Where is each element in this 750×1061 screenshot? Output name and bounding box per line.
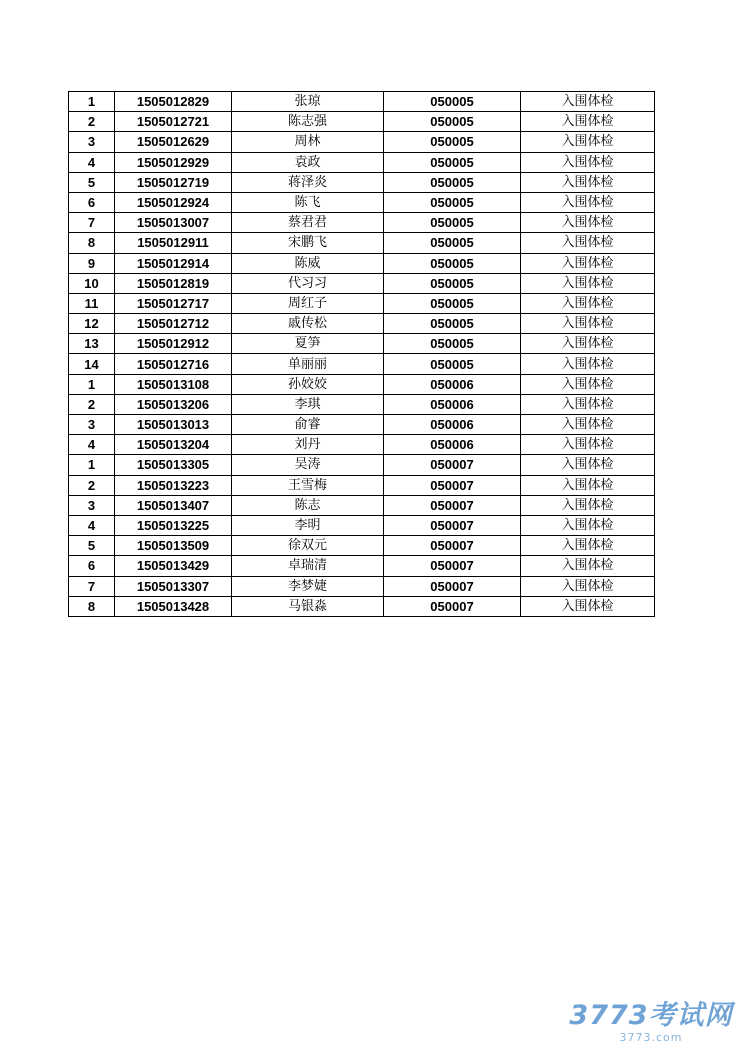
row-name-cell: 陈志强 [232, 112, 384, 132]
row-code-cell: 050005 [384, 354, 521, 374]
row-code-cell: 050005 [384, 293, 521, 313]
row-seq-cell: 2 [69, 112, 115, 132]
table-row [69, 253, 655, 273]
row-id-cell: 1505012929 [115, 152, 232, 172]
row-id-cell: 1505012924 [115, 192, 232, 212]
row-code-cell: 050007 [384, 596, 521, 616]
row-status-cell: 入围体检 [521, 415, 655, 435]
row-status-cell: 入围体检 [521, 455, 655, 475]
row-status-cell: 入围体检 [521, 92, 655, 112]
row-code-cell: 050005 [384, 152, 521, 172]
row-code-cell: 050005 [384, 334, 521, 354]
row-code-cell: 050007 [384, 556, 521, 576]
row-status-cell: 入围体检 [521, 334, 655, 354]
row-name-cell: 蔡君君 [232, 213, 384, 233]
row-id-cell: 1505013108 [115, 374, 232, 394]
row-seq-cell: 10 [69, 273, 115, 293]
row-status-cell: 入围体检 [521, 536, 655, 556]
row-code-cell: 050005 [384, 213, 521, 233]
row-status-cell: 入围体检 [521, 132, 655, 152]
row-name-cell: 马银淼 [232, 596, 384, 616]
row-id-cell: 1505012829 [115, 92, 232, 112]
row-seq-cell: 6 [69, 192, 115, 212]
row-id-cell: 1505013206 [115, 394, 232, 414]
candidate-table [68, 91, 655, 617]
table-row [69, 112, 655, 132]
table-row [69, 233, 655, 253]
row-status-cell: 入围体检 [521, 233, 655, 253]
row-name-cell: 李明 [232, 515, 384, 535]
row-id-cell: 1505013225 [115, 515, 232, 535]
row-name-cell: 陈威 [232, 253, 384, 273]
row-seq-cell: 4 [69, 435, 115, 455]
row-seq-cell: 7 [69, 576, 115, 596]
row-name-cell: 李琪 [232, 394, 384, 414]
watermark-logo-text: 3773考试网 [569, 1000, 733, 1031]
table-row [69, 314, 655, 334]
row-seq-cell: 7 [69, 213, 115, 233]
row-seq-cell: 4 [69, 515, 115, 535]
row-status-cell: 入围体检 [521, 192, 655, 212]
row-seq-cell: 4 [69, 152, 115, 172]
row-name-cell: 蒋泽炎 [232, 172, 384, 192]
table-row [69, 455, 655, 475]
table-row [69, 273, 655, 293]
row-status-cell: 入围体检 [521, 354, 655, 374]
row-name-cell: 卓瑞清 [232, 556, 384, 576]
row-id-cell: 1505012721 [115, 112, 232, 132]
row-name-cell: 夏笋 [232, 334, 384, 354]
row-status-cell: 入围体检 [521, 435, 655, 455]
row-code-cell: 050007 [384, 475, 521, 495]
row-id-cell: 1505013204 [115, 435, 232, 455]
row-name-cell: 张琼 [232, 92, 384, 112]
row-code-cell: 050007 [384, 536, 521, 556]
watermark-url: 3773.com [619, 1031, 683, 1044]
table-row [69, 435, 655, 455]
row-code-cell: 050005 [384, 192, 521, 212]
row-code-cell: 050005 [384, 314, 521, 334]
table-row [69, 334, 655, 354]
row-id-cell: 1505012629 [115, 132, 232, 152]
row-seq-cell: 14 [69, 354, 115, 374]
table-row [69, 515, 655, 535]
row-id-cell: 1505012717 [115, 293, 232, 313]
row-id-cell: 1505013428 [115, 596, 232, 616]
row-id-cell: 1505012912 [115, 334, 232, 354]
row-name-cell: 刘丹 [232, 435, 384, 455]
row-status-cell: 入围体检 [521, 596, 655, 616]
row-name-cell: 陈志 [232, 495, 384, 515]
row-id-cell: 1505013429 [115, 556, 232, 576]
table-row [69, 415, 655, 435]
row-seq-cell: 3 [69, 495, 115, 515]
row-code-cell: 050007 [384, 495, 521, 515]
row-seq-cell: 5 [69, 172, 115, 192]
site-watermark [566, 1001, 736, 1051]
row-id-cell: 1505012819 [115, 273, 232, 293]
row-seq-cell: 2 [69, 475, 115, 495]
row-name-cell: 代习习 [232, 273, 384, 293]
row-name-cell: 周红子 [232, 293, 384, 313]
row-seq-cell: 6 [69, 556, 115, 576]
table-row [69, 374, 655, 394]
row-code-cell: 050005 [384, 253, 521, 273]
row-id-cell: 1505012716 [115, 354, 232, 374]
row-status-cell: 入围体检 [521, 495, 655, 515]
row-id-cell: 1505013509 [115, 536, 232, 556]
row-seq-cell: 3 [69, 415, 115, 435]
row-id-cell: 1505012911 [115, 233, 232, 253]
table-row [69, 576, 655, 596]
table-row [69, 92, 655, 112]
table-row [69, 132, 655, 152]
row-name-cell: 孙姣姣 [232, 374, 384, 394]
row-name-cell: 俞睿 [232, 415, 384, 435]
row-code-cell: 050005 [384, 172, 521, 192]
row-id-cell: 1505012719 [115, 172, 232, 192]
row-status-cell: 入围体检 [521, 112, 655, 132]
row-id-cell: 1505013407 [115, 495, 232, 515]
row-status-cell: 入围体检 [521, 475, 655, 495]
row-name-cell: 吴涛 [232, 455, 384, 475]
row-seq-cell: 1 [69, 455, 115, 475]
row-status-cell: 入围体检 [521, 172, 655, 192]
row-code-cell: 050007 [384, 576, 521, 596]
row-seq-cell: 1 [69, 374, 115, 394]
table-row [69, 354, 655, 374]
row-seq-cell: 3 [69, 132, 115, 152]
row-id-cell: 1505013013 [115, 415, 232, 435]
row-seq-cell: 8 [69, 596, 115, 616]
row-code-cell: 050005 [384, 273, 521, 293]
row-code-cell: 050006 [384, 415, 521, 435]
row-name-cell: 戚传松 [232, 314, 384, 334]
row-id-cell: 1505013305 [115, 455, 232, 475]
row-seq-cell: 5 [69, 536, 115, 556]
table-row [69, 556, 655, 576]
table-row [69, 475, 655, 495]
row-code-cell: 050005 [384, 233, 521, 253]
row-id-cell: 1505013223 [115, 475, 232, 495]
table-row [69, 596, 655, 616]
row-name-cell: 袁政 [232, 152, 384, 172]
row-seq-cell: 2 [69, 394, 115, 414]
row-status-cell: 入围体检 [521, 273, 655, 293]
row-id-cell: 1505013007 [115, 213, 232, 233]
row-seq-cell: 11 [69, 293, 115, 313]
row-id-cell: 1505012712 [115, 314, 232, 334]
row-seq-cell: 13 [69, 334, 115, 354]
table-row [69, 172, 655, 192]
row-name-cell: 单丽丽 [232, 354, 384, 374]
row-code-cell: 050005 [384, 112, 521, 132]
row-status-cell: 入围体检 [521, 213, 655, 233]
table-row [69, 192, 655, 212]
row-name-cell: 王雪梅 [232, 475, 384, 495]
row-code-cell: 050006 [384, 374, 521, 394]
row-code-cell: 050005 [384, 92, 521, 112]
row-status-cell: 入围体检 [521, 515, 655, 535]
row-seq-cell: 9 [69, 253, 115, 273]
row-status-cell: 入围体检 [521, 394, 655, 414]
row-code-cell: 050006 [384, 394, 521, 414]
row-name-cell: 周林 [232, 132, 384, 152]
row-seq-cell: 12 [69, 314, 115, 334]
candidate-table-body [69, 92, 655, 617]
table-row [69, 536, 655, 556]
row-code-cell: 050005 [384, 132, 521, 152]
table-row [69, 152, 655, 172]
row-name-cell: 徐双元 [232, 536, 384, 556]
row-id-cell: 1505013307 [115, 576, 232, 596]
row-seq-cell: 1 [69, 92, 115, 112]
table-row [69, 293, 655, 313]
row-status-cell: 入围体检 [521, 293, 655, 313]
row-id-cell: 1505012914 [115, 253, 232, 273]
row-name-cell: 李梦婕 [232, 576, 384, 596]
row-status-cell: 入围体检 [521, 576, 655, 596]
row-code-cell: 050007 [384, 455, 521, 475]
row-status-cell: 入围体检 [521, 556, 655, 576]
row-name-cell: 陈飞 [232, 192, 384, 212]
row-seq-cell: 8 [69, 233, 115, 253]
table-row [69, 495, 655, 515]
row-name-cell: 宋鹏飞 [232, 233, 384, 253]
table-row [69, 394, 655, 414]
row-status-cell: 入围体检 [521, 314, 655, 334]
table-row [69, 213, 655, 233]
row-status-cell: 入围体检 [521, 374, 655, 394]
row-status-cell: 入围体检 [521, 253, 655, 273]
row-code-cell: 050006 [384, 435, 521, 455]
row-status-cell: 入围体检 [521, 152, 655, 172]
row-code-cell: 050007 [384, 515, 521, 535]
